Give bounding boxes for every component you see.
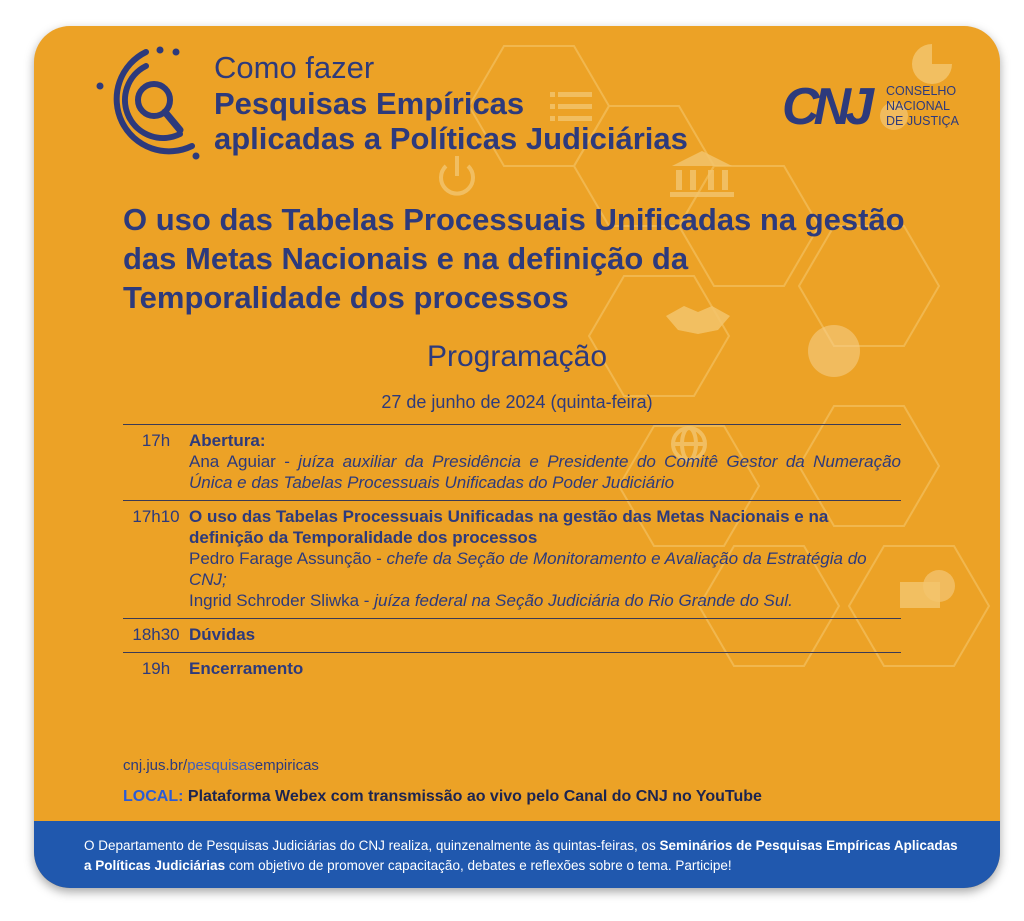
schedule-time: 18h30 <box>132 625 180 644</box>
cnj-letters: CNJ <box>782 78 869 136</box>
footer-banner <box>34 821 1000 888</box>
schedule-title: Encerramento <box>189 659 304 678</box>
schedule-row <box>123 424 901 500</box>
url-suffix: empiricas <box>254 757 319 774</box>
footer-part-1: O Departamento de Pesquisas Judiciárias do CNJ realiza, quinzenalmente às quintas-feiras, os <box>84 838 660 853</box>
schedule-row <box>123 618 901 652</box>
magnifier-logo-icon <box>88 38 200 164</box>
power-icon <box>441 156 473 194</box>
url-prefix: cnj.jus.br/ <box>123 757 188 774</box>
programacao-title: Programação <box>426 340 608 373</box>
speaker-role: chefe da Seção de Monitoramento e Avaliação da Estratégia do CNJ; <box>189 549 867 589</box>
event-headline: O uso das Tabelas Processuais Unificadas na gestão das Metas Nacionais e na definição da Temporalidade dos processos <box>123 202 905 315</box>
event-location <box>123 788 762 806</box>
series-brand <box>214 50 688 156</box>
footer-text <box>84 836 964 876</box>
pie-chart-icon <box>912 44 952 84</box>
brand-line-1: Como fazer <box>214 50 375 85</box>
schedule-row <box>123 652 901 686</box>
event-url[interactable] <box>123 757 319 774</box>
schedule-title: Abertura: <box>189 431 266 450</box>
speaker: Pedro Farage Assunção - chefe da Seção de Monitoramento e Avaliação da Estratégia do CNJ; <box>189 549 867 589</box>
courthouse-icon <box>670 151 734 197</box>
brand-line-3: aplicadas a Políticas Judiciárias <box>214 121 688 156</box>
speaker-name: Ingrid Schroder Sliwka <box>189 591 360 610</box>
cnj-name-line: CONSELHO <box>886 84 957 98</box>
url-highlight: pesquisas <box>187 757 255 774</box>
schedule-table <box>123 424 901 686</box>
schedule-time: 17h <box>141 431 171 450</box>
brand-line-2: Pesquisas Empíricas <box>214 86 525 121</box>
envelope-icon <box>900 582 940 608</box>
speaker: Ingrid Schroder Sliwka - juíza federal na Seção Judiciária do Rio Grande do Sul. <box>189 591 793 610</box>
location-label: LOCAL: <box>123 788 184 805</box>
speaker-name: Pedro Farage Assunção <box>189 549 372 568</box>
speaker-role: juíza auxiliar da Presidência e Presidente do Comitê Gestor da Numeração Única e das Tabelas Processuais Unificadas do Poder Judiciário <box>189 452 901 492</box>
footer-part-2: com objetivo de promover capacitação, debates e reflexões sobre o tema. Participe! <box>225 858 732 873</box>
schedule-time: 19h <box>141 659 171 678</box>
footer-bold: Seminários de Pesquisas Empíricas Aplicadas a Políticas Judiciárias <box>84 838 958 873</box>
speaker-name: Ana Aguiar <box>189 452 276 471</box>
cnj-name <box>886 84 959 129</box>
cnj-name-line: NACIONAL <box>886 99 950 113</box>
cnj-name-line: DE JUSTIÇA <box>886 114 959 128</box>
schedule-title: Dúvidas <box>189 625 256 644</box>
event-date: 27 de junho de 2024 (quinta-feira) <box>381 392 653 412</box>
speaker: Ana Aguiar - juíza auxiliar da Presidência e Presidente do Comitê Gestor da Numeração Única e das Tabelas Processuais Unificadas do Poder Judiciário <box>189 452 901 492</box>
schedule-title: O uso das Tabelas Processuais Unificadas na gestão das Metas Nacionais e na definição da Temporalidade dos processos <box>189 507 829 547</box>
location-text: Plataforma Webex com transmissão ao vivo pelo Canal do CNJ no YouTube <box>187 788 762 805</box>
schedule-time: 17h10 <box>132 507 180 526</box>
schedule-row <box>123 500 901 618</box>
event-card <box>34 26 1000 888</box>
speaker-role: juíza federal na Seção Judiciária do Rio Grande do Sul. <box>374 591 793 610</box>
